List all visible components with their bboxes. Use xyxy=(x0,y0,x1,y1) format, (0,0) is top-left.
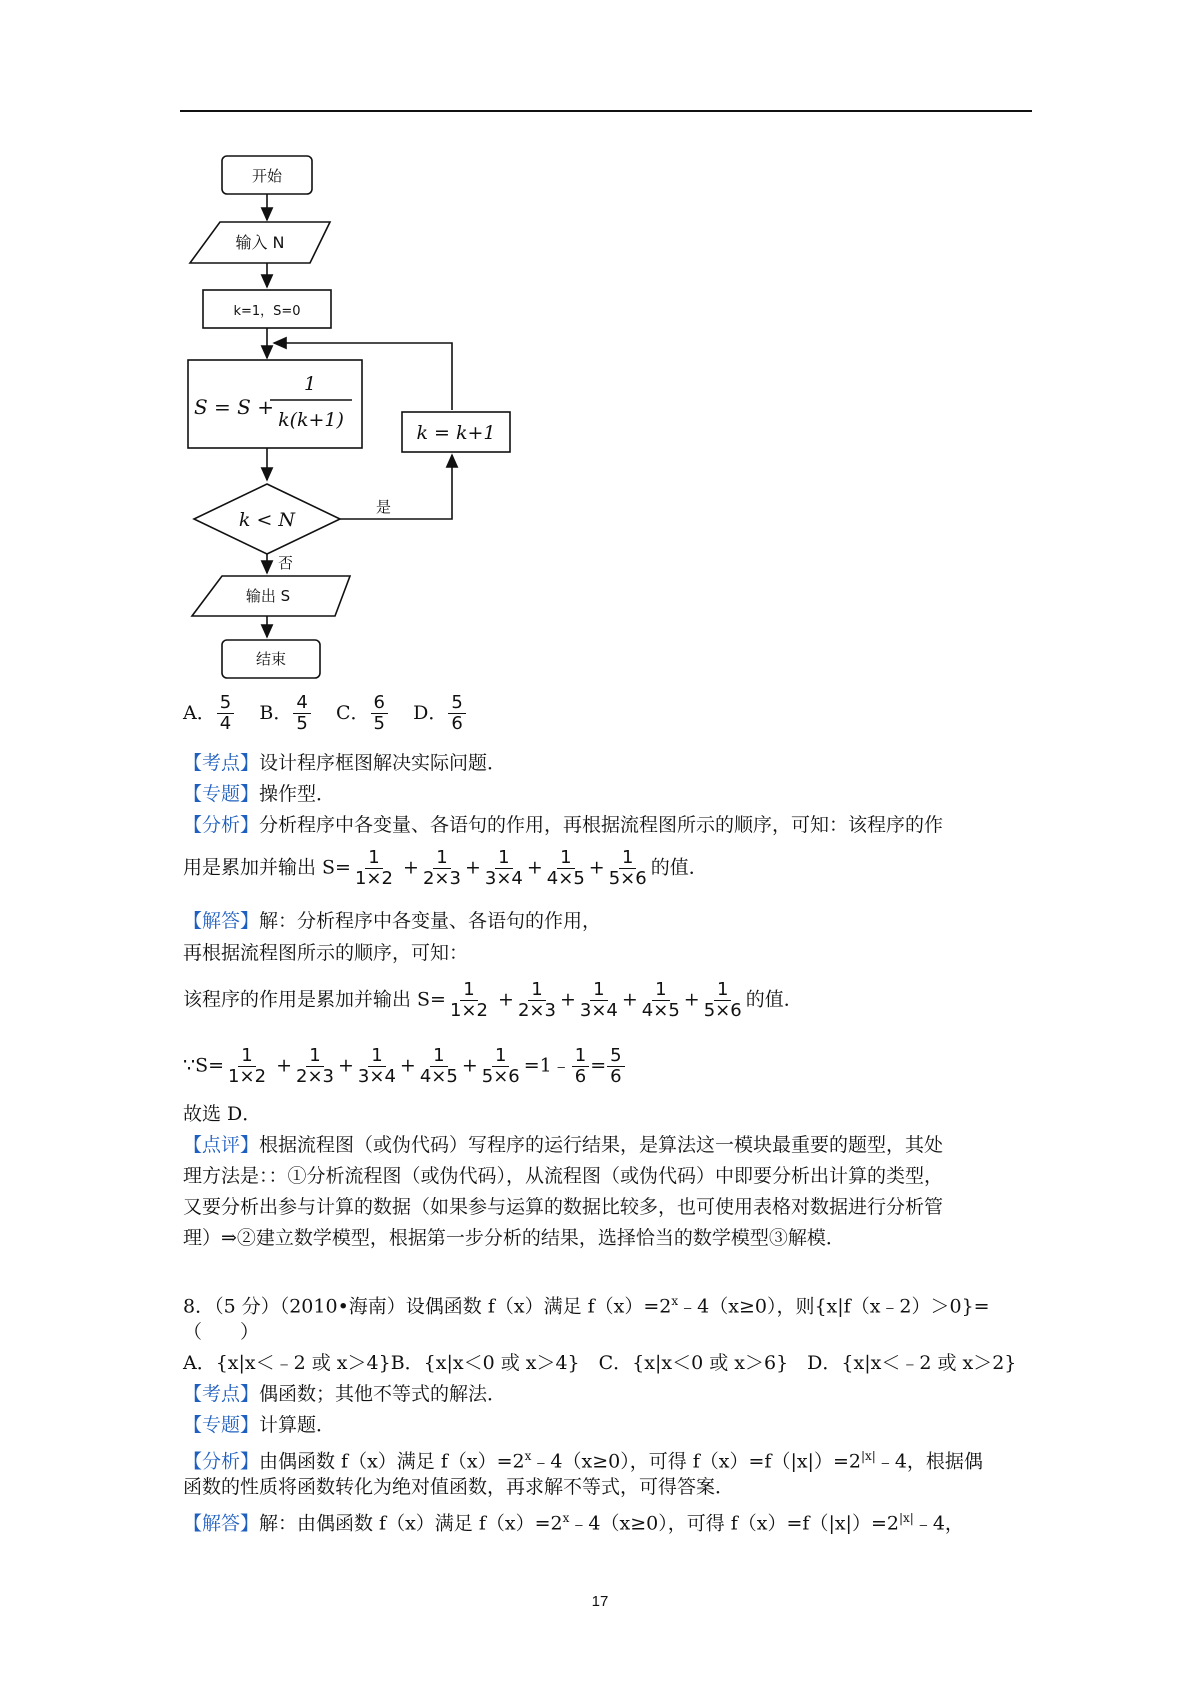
q8-fenxi-2: 函数的性质将函数转化为绝对值函数，再求解不等式，可得答案． xyxy=(183,1476,735,1498)
init-label: k=1，S=0 xyxy=(233,304,301,319)
q8-options: A．{x|x＜﹣2 或 x＞4}B．{x|x＜0 或 x＞4} C．{x|x＜0 或 x＞6} D．{x|x＜﹣2 或 x＞2} xyxy=(183,1352,1017,1374)
q7-jieda-3: 该程序的作用是累加并输出 S= $\frac{1}{1\times 2}$ + $\frac{1}{2\times 3}$ + $\frac{1}{3\times 4}$ + $\frac{1}{4\times 5}$ + $\frac{1}{5\times 6}$ 的值． xyxy=(183,979,803,1021)
no-label: 否 xyxy=(278,554,294,572)
condition-label: k < N xyxy=(238,509,296,531)
q7-fenxi-1: 【分析】分析程序中各变量、各语句的作用，再根据流程图所示的顺序，可知：该程序的作 xyxy=(183,814,944,836)
q7-zhuanti: 【专题】操作型． xyxy=(183,783,336,805)
q7-dianping-3: 又要分析出参与计算的数据（如果参与运算的数据比较多，也可使用表格对数据进行分析管 xyxy=(183,1196,944,1218)
q7-kaodian: 【考点】设计程序框图解决实际问题． xyxy=(183,752,507,774)
process-denominator: k(k+1) xyxy=(278,409,344,431)
option-d: D． $\frac{5}{6}$ xyxy=(413,702,467,724)
output-label: 输出 S xyxy=(245,587,291,605)
q7-options xyxy=(183,693,467,734)
page-number: 17 xyxy=(591,1593,609,1610)
end-label: 结束 xyxy=(255,650,287,668)
q8-fenxi-1: 【分析】由偶函数 f（x）满足 $f(x)=2^x﹣4(x\ge 0)$，可得 $f(x)=f(|x|)=2^{|x|}﹣4$，根据偶 xyxy=(183,1449,983,1473)
option-b: B． $\frac{4}{5}$ xyxy=(259,702,311,724)
option-a: A． $\frac{5}{4}$ xyxy=(183,702,235,724)
q7-jieda-4: ∵S= $\frac{1}{1\times 2}$ + $\frac{1}{2\times 3}$ + $\frac{1}{3\times 4}$ + $\frac{1}{4\times 5}$ + $\frac{1}{5\times 6}$ =1﹣ $\frac{1}{6}$ = $\frac{5}{6}$ xyxy=(183,1046,626,1087)
q8-zhuanti: 【专题】计算题． xyxy=(183,1414,336,1436)
input-label: 输入 N xyxy=(235,233,285,252)
q7-fenxi-2: 用是累加并输出 S= $\frac{1}{1\times 2}$ + $\frac{1}{2\times 3}$ + $\frac{1}{3\times 4}$ + $\frac{1}{4\times 5}$ + $\frac{1}{5\times 6}$ 的值． xyxy=(183,847,708,889)
start-label: 开始 xyxy=(251,167,283,185)
q8-stem: 8．（5 分）（2010•海南）设偶函数 f（x）满足 $f(x)=2^x﹣4(x\ge 0)$，则{x|f（x﹣2）＞0}= xyxy=(183,1294,990,1318)
q7-dianping-4: 理）⇒②建立数学模型，根据第一步分析的结果，选择恰当的数学模型③解模． xyxy=(183,1227,845,1249)
increment-label: k = k+1 xyxy=(416,422,496,444)
q8-stem-2: （ ） xyxy=(183,1321,260,1343)
process-lhs: S = S + xyxy=(194,395,274,419)
header-rule xyxy=(180,110,1032,112)
process-numerator: 1 xyxy=(303,373,317,395)
q7-dianping-1: 【点评】根据流程图（或伪代码）写程序的运行结果，是算法这一模块最重要的题型，其处 xyxy=(183,1134,944,1156)
option-c: C． $\frac{6}{5}$ xyxy=(336,702,389,724)
q8-jieda-1: 【解答】解：由偶函数 f（x）满足 $f(x)=2^x﹣4(x\ge 0)$，可得 $f(x)=f(|x|)=2^{|x|}﹣4$， xyxy=(183,1511,964,1535)
q7-jieda-2: 再根据流程图所示的顺序，可知： xyxy=(183,942,469,964)
q8-kaodian: 【考点】偶函数；其他不等式的解法． xyxy=(183,1383,507,1405)
q7-dianping-2: 理方法是：：①分析流程图（或伪代码），从流程图（或伪代码）中即要分析出计算的类型， xyxy=(183,1165,944,1187)
q7-guxuan: 故选 D． xyxy=(183,1103,262,1125)
q7-jieda-1: 【解答】解：分析程序中各变量、各语句的作用， xyxy=(183,910,602,932)
flowchart xyxy=(180,150,580,690)
yes-label: 是 xyxy=(376,498,392,516)
